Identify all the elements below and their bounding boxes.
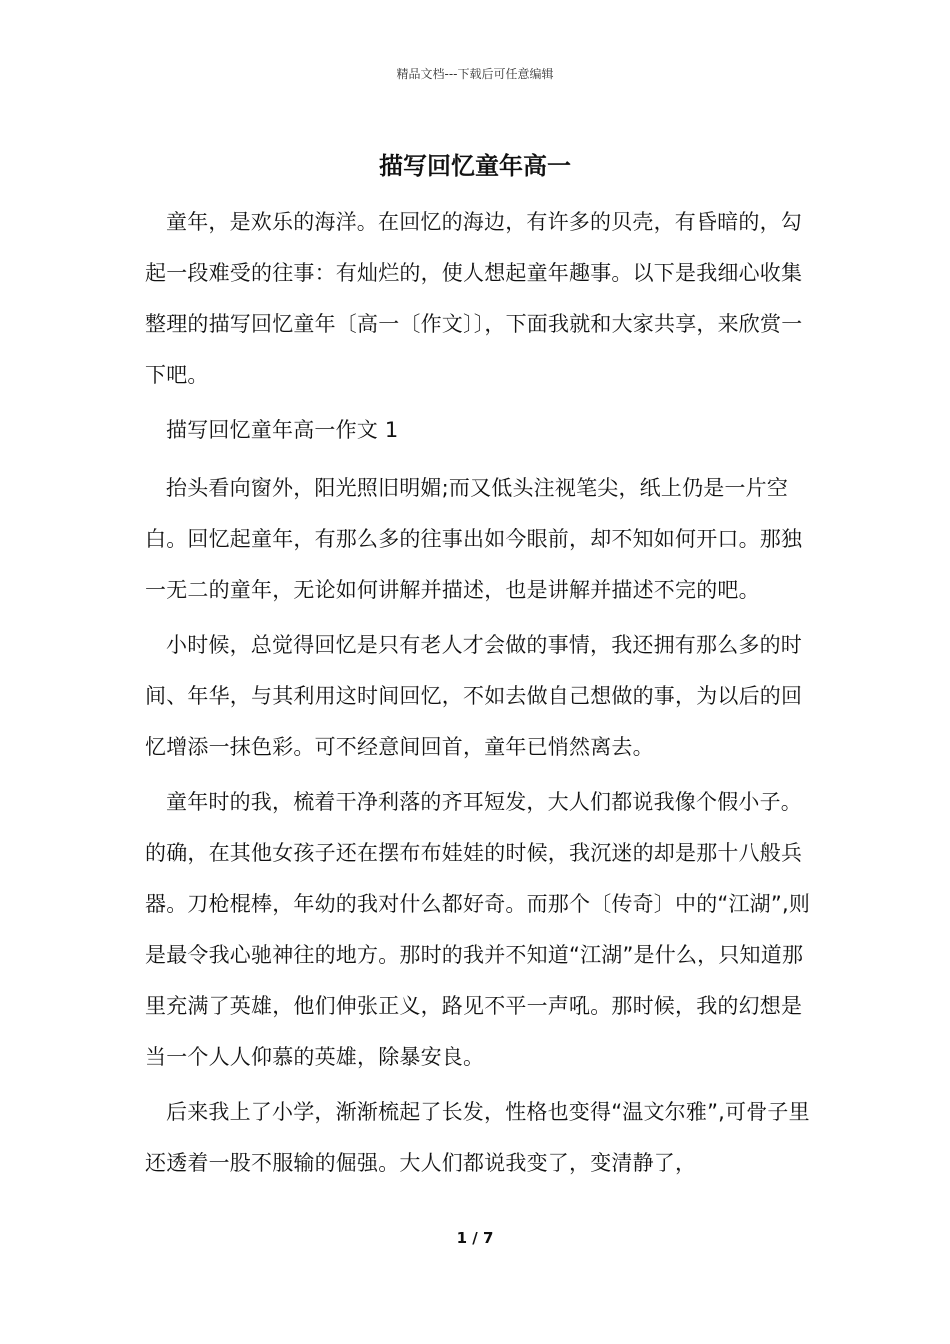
body-paragraph: 小时候，总觉得回忆是只有老人才会做的事情，我还拥有那么多的时间、年华，与其利用这时间回忆，不如去做自己想做的事，为以后的回忆增添一抹色彩。可不经意间回首，童年已悄然离去。 bbox=[145, 633, 803, 759]
page-number: 1 / 7 bbox=[456, 1229, 494, 1247]
section-heading: 描写回忆童年高一作文 1 bbox=[166, 418, 399, 442]
document-title: 描写回忆童年高一 bbox=[379, 151, 571, 180]
document-body bbox=[145, 197, 813, 1193]
body-paragraph: 童年时的我，梳着干净利落的齐耳短发，大人们都说我像个假小子。的确，在其他女孩子还在摆布布娃娃的时候，我沉迷的却是那十八般兵器。刀枪棍棒，年幼的我对什么都好奇。而那个〔传奇〕中的“江湖”,则是最令我心驰神往的地方。那时的我并不知道“江湖”是什么，只知道那里充满了英雄，他们伸张正义，路见不平一声吼。那时候，我的幻想是当一个人人仰慕的英雄，除暴安良。 bbox=[145, 790, 811, 1069]
body-paragraph: 抬头看向窗外，阳光照旧明媚;而又低头注视笔尖，纸上仍是一片空白。回忆起童年，有那么多的往事出如今眼前，却不知如何开口。那独一无二的童年，无论如何讲解并描述，也是讲解并描述不完的吧。 bbox=[145, 476, 803, 602]
page-header: 精品文档---下载后可任意编辑 bbox=[396, 67, 554, 81]
intro-paragraph: 童年，是欢乐的海洋。在回忆的海边，有许多的贝壳，有昏暗的，勾起一段难受的往事：有灿烂的，使人想起童年趣事。以下是我细心收集整理的描写回忆童年〔高一〔作文〕〕，下面我就和大家共享，来欣赏一下吧。 bbox=[145, 210, 803, 387]
body-paragraph: 后来我上了小学，渐渐梳起了长发，性格也变得“温文尔雅”,可骨子里还透着一股不服输的倔强。大人们都说我变了，变清静了， bbox=[145, 1100, 810, 1175]
